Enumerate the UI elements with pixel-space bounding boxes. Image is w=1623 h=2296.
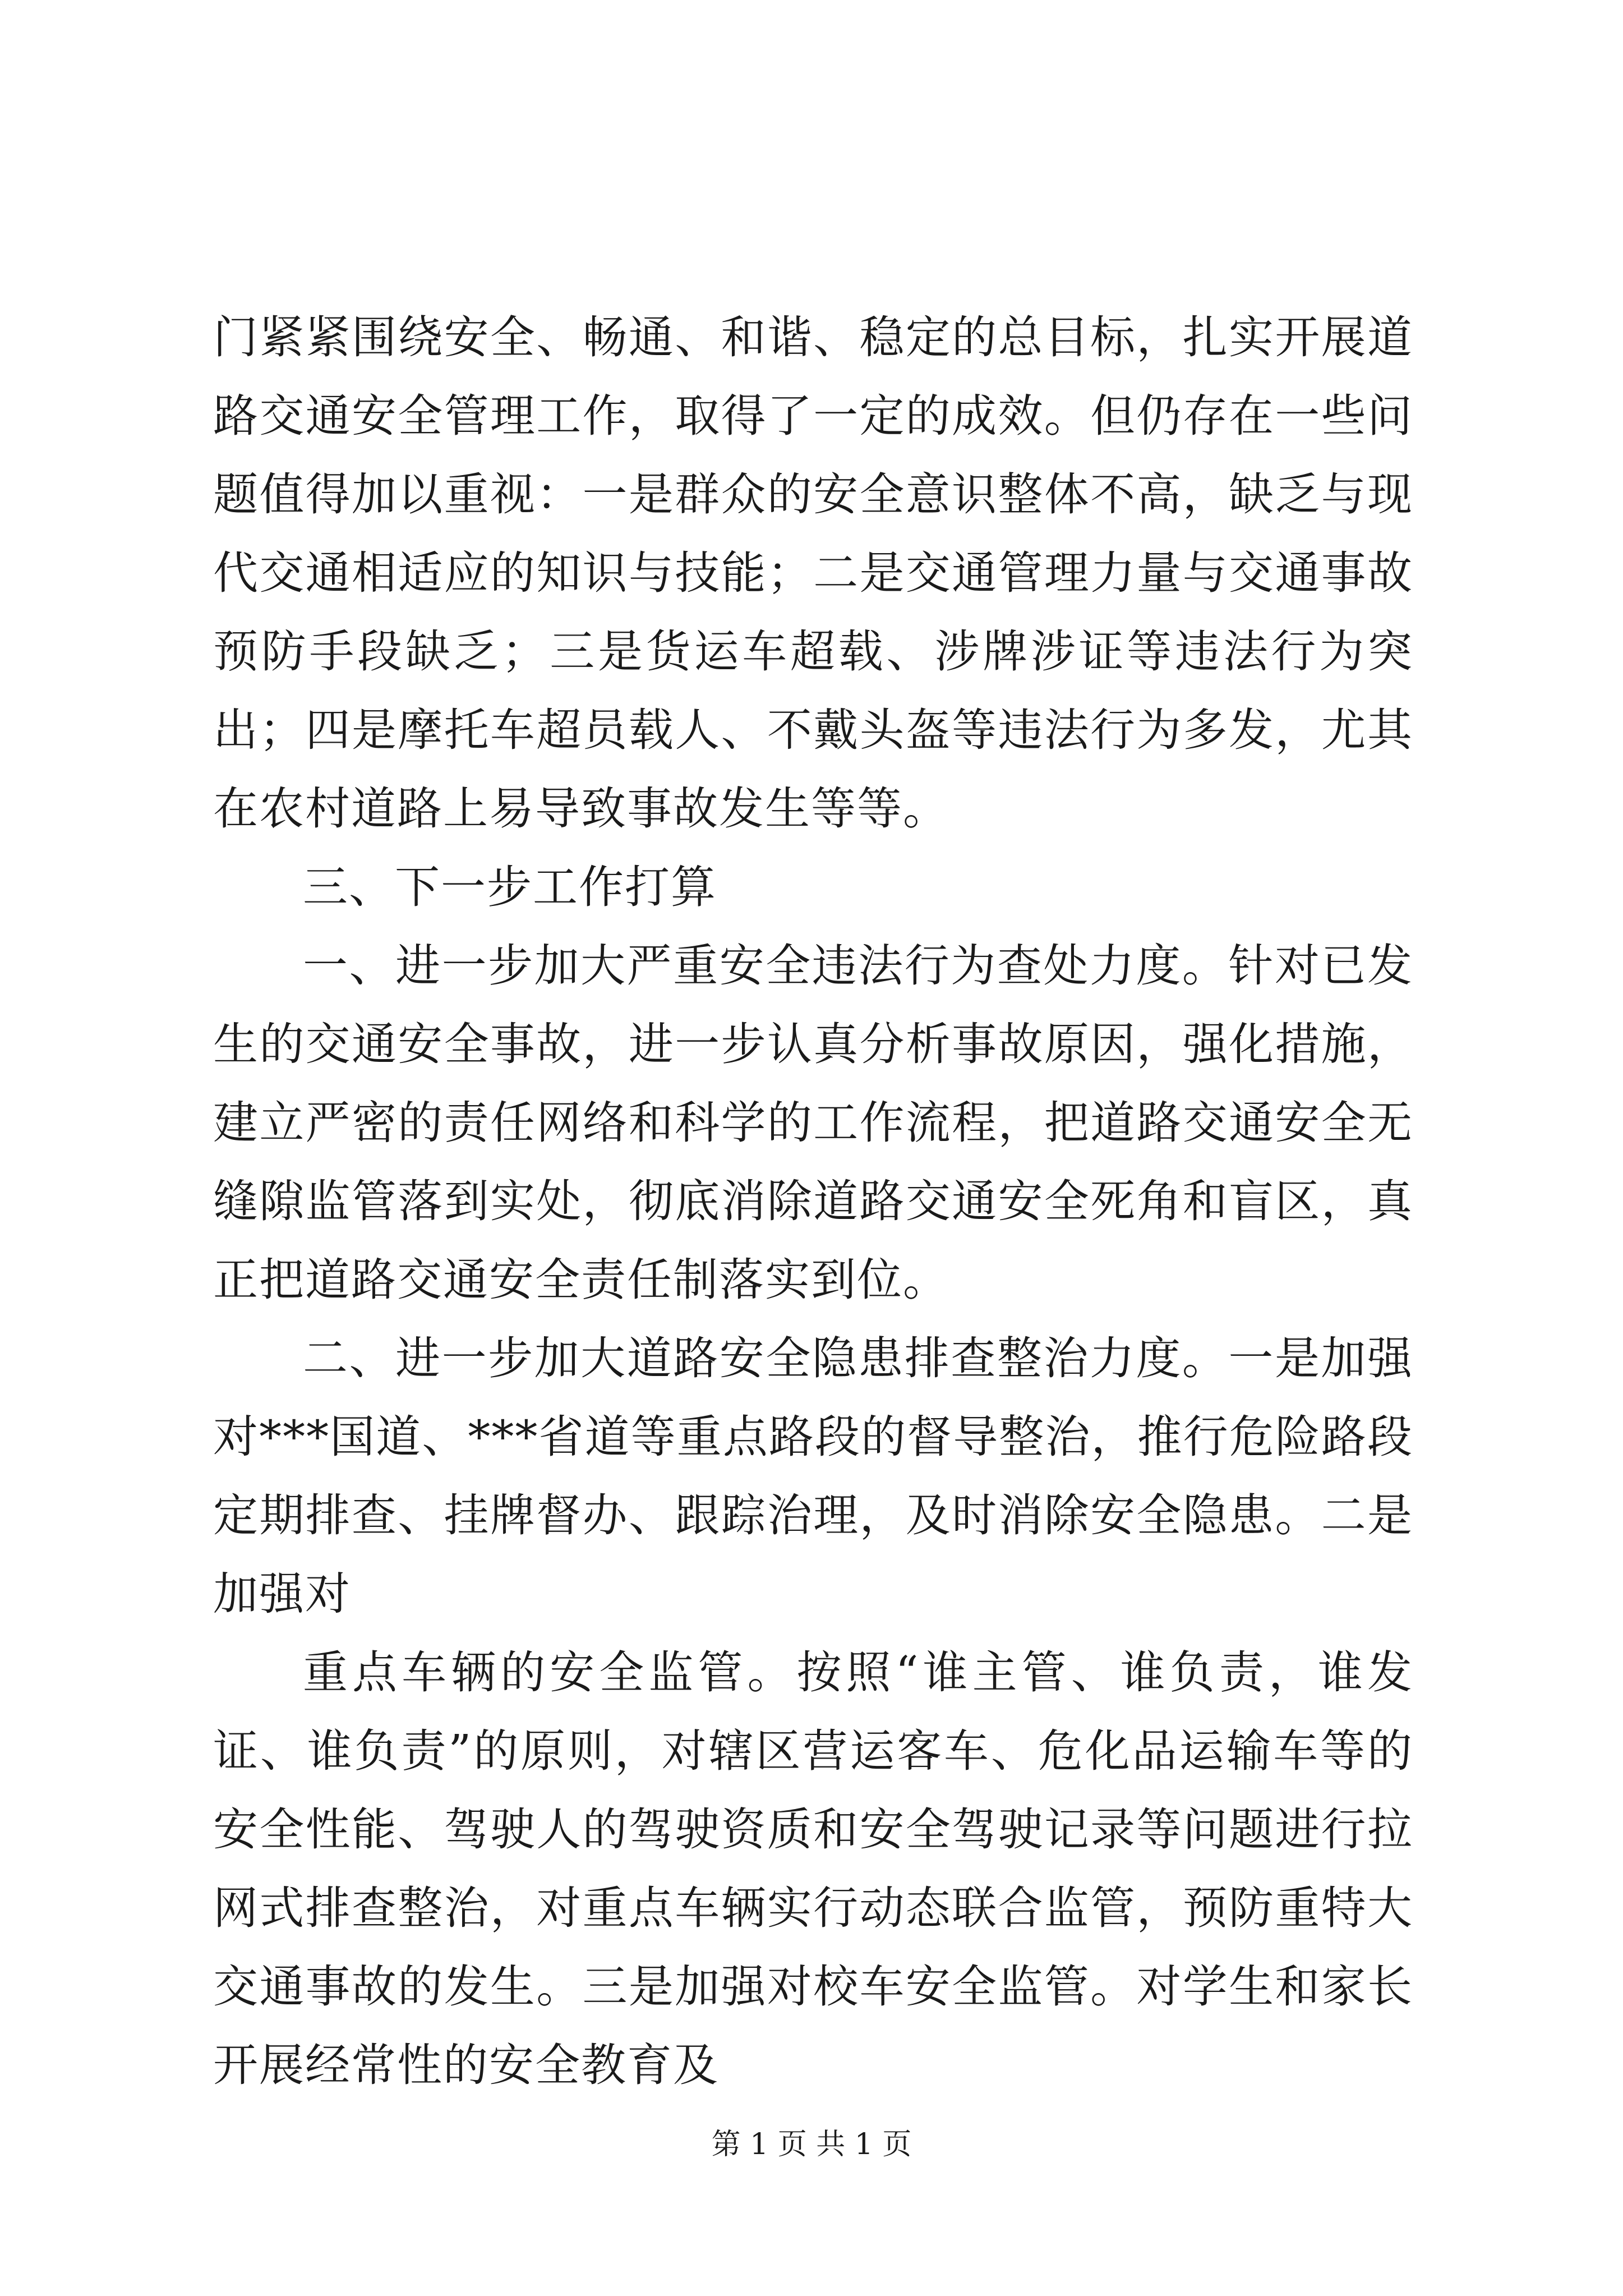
- document-body: [213, 298, 1413, 2105]
- section-heading: 三、下一步工作打算: [303, 861, 717, 913]
- paragraph-continuation: 门紧紧围绕安全、畅通、和谐、稳定的总目标，扎实开展道路交通安全管理工作，取得了一定的成效。但仍存在一些问题值得加以重视：一是群众的安全意识整体不高，缺乏与现代交通相适应的知识与技能；二是交通管理力量与交通事故预防手段缺乏；三是货运车超载、涉牌涉证等违法行为突出；四是摩托车超员载人、不戴头盔等违法行为多发，尤其在农村道路上易导致事故发生等等。: [213, 311, 1413, 835]
- paragraph-item-2-continued: 重点车辆的安全监管。按照“谁主管、谁负责，谁发证、谁负责”的原则，对辖区营运客车、危化品运输车等的安全性能、驾驶人的驾驶资质和安全驾驶记录等问题进行拉网式排查整治，对重点车辆实行动态联合监管，预防重特大交通事故的发生。三是加强对校车安全监管。对学生和家长开展经常性的安全教育及: [213, 1646, 1413, 2091]
- paragraph-item-1: 一、进一步加大严重安全违法行为查处力度。针对已发生的交通安全事故，进一步认真分析事故原因，强化措施，建立严密的责任网络和科学的工作流程，把道路交通安全无缝隙监管落到实处，彻底消除道路交通安全死角和盲区，真正把道路交通安全责任制落实到位。: [213, 940, 1413, 1306]
- paragraph-item-2: 二、进一步加大道路安全隐患排查整治力度。一是加强对***国道、***省道等重点路段的督导整治，推行危险路段定期排查、挂牌督办、跟踪治理，及时消除安全隐患。二是加强对: [213, 1332, 1413, 1620]
- page-footer: 第 1 页 共 1 页: [711, 2128, 912, 2161]
